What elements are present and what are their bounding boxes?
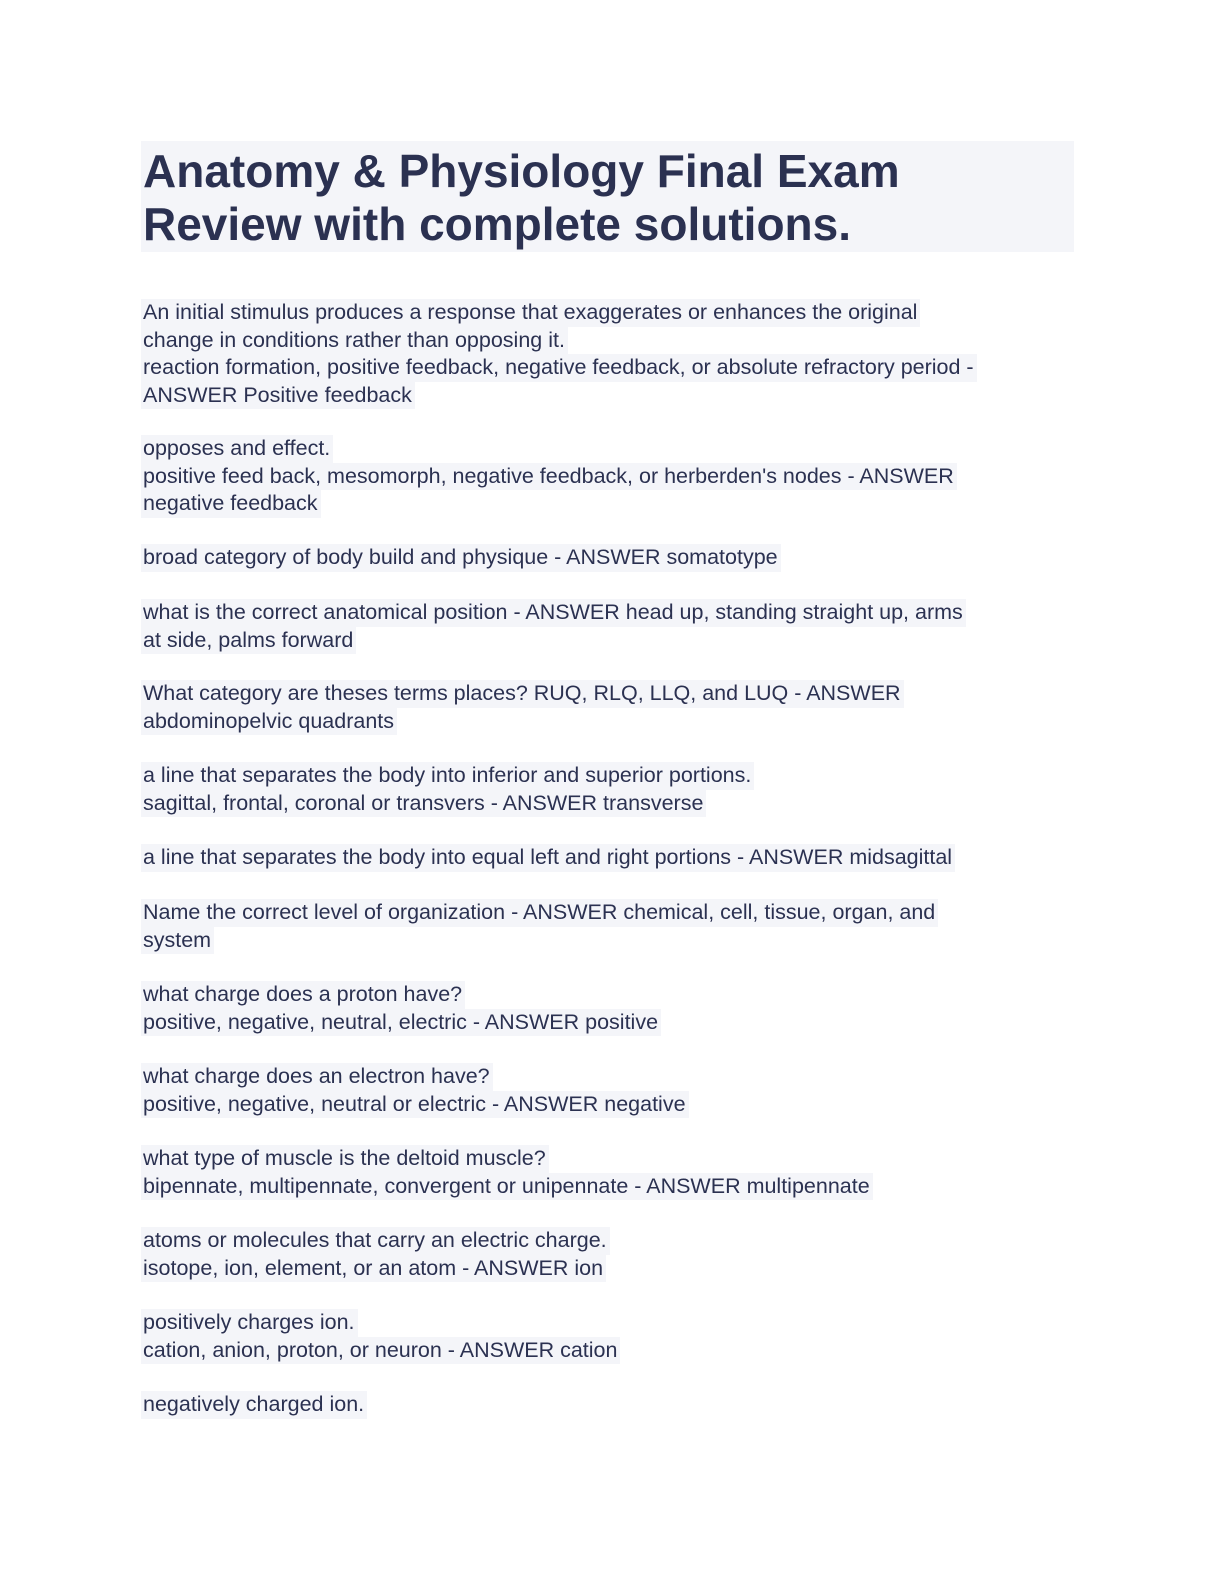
qa-entry-3 [141, 544, 1081, 572]
qa-entry-10 [141, 1063, 1081, 1118]
entry-text-line: What category are theses terms places? RUQ, RLQ, LLQ, and LUQ - ANSWER [141, 680, 904, 708]
entry-text-line: what type of muscle is the deltoid muscle? [141, 1145, 549, 1173]
entry-text-line: Name the correct level of organization - ANSWER chemical, cell, tissue, organ, and [141, 899, 938, 927]
entry-text-line: a line that separates the body into equal left and right portions - ANSWER midsagittal [141, 844, 955, 872]
entry-text-line: ANSWER Positive feedback [141, 382, 415, 410]
entry-text-line: An initial stimulus produces a response that exaggerates or enhances the original [141, 299, 920, 327]
qa-entry-12 [141, 1227, 1081, 1282]
entry-text-line: positive, negative, neutral or electric - ANSWER negative [141, 1091, 689, 1119]
entry-text-line: a line that separates the body into inferior and superior portions. [141, 762, 754, 790]
qa-entry-9 [141, 981, 1081, 1036]
entry-text-line: change in conditions rather than opposing it. [141, 327, 568, 355]
entry-text-line: system [141, 927, 214, 955]
qa-entry-6 [141, 762, 1081, 817]
entry-text-line: bipennate, multipennate, convergent or unipennate - ANSWER multipennate [141, 1173, 873, 1201]
entry-text-line: at side, palms forward [141, 627, 356, 655]
entry-text-line: opposes and effect. [141, 435, 333, 463]
entry-text-line: negative feedback [141, 490, 321, 518]
qa-entry-4 [141, 599, 1081, 654]
entry-text-line: sagittal, frontal, coronal or transvers - ANSWER transverse [141, 790, 706, 818]
title-line-1: Anatomy & Physiology Final Exam [143, 145, 900, 197]
entry-text-line: positively charges ion. [141, 1309, 358, 1337]
qa-entry-13 [141, 1309, 1081, 1364]
qa-entry-11 [141, 1145, 1081, 1200]
qa-entry-7 [141, 844, 1081, 872]
entry-text-line: abdominopelvic quadrants [141, 708, 397, 736]
qa-entry-14 [141, 1391, 1081, 1419]
entry-text-line: positive feed back, mesomorph, negative feedback, or herberden's nodes - ANSWER [141, 463, 957, 491]
qa-entry-2 [141, 435, 1081, 518]
entry-text-line: what charge does a proton have? [141, 981, 465, 1009]
entry-text-line: reaction formation, positive feedback, negative feedback, or absolute refractory period - [141, 354, 977, 382]
qa-entry-8 [141, 899, 1081, 954]
qa-entry-1 [141, 299, 1081, 409]
entry-text-line: cation, anion, proton, or neuron - ANSWER cation [141, 1337, 620, 1365]
entry-text-line: atoms or molecules that carry an electric charge. [141, 1227, 610, 1255]
document-title [141, 141, 1074, 252]
entry-text-line: broad category of body build and physique - ANSWER somatotype [141, 544, 781, 572]
title-line-2: Review with complete solutions. [143, 198, 852, 250]
entry-text-line: positive, negative, neutral, electric - ANSWER positive [141, 1009, 661, 1037]
entry-text-line: what charge does an electron have? [141, 1063, 493, 1091]
entry-text-line: what is the correct anatomical position - ANSWER head up, standing straight up, arms [141, 599, 966, 627]
entry-text-line: negatively charged ion. [141, 1391, 367, 1419]
entry-text-line: isotope, ion, element, or an atom - ANSWER ion [141, 1255, 606, 1283]
qa-entry-5 [141, 680, 1081, 735]
